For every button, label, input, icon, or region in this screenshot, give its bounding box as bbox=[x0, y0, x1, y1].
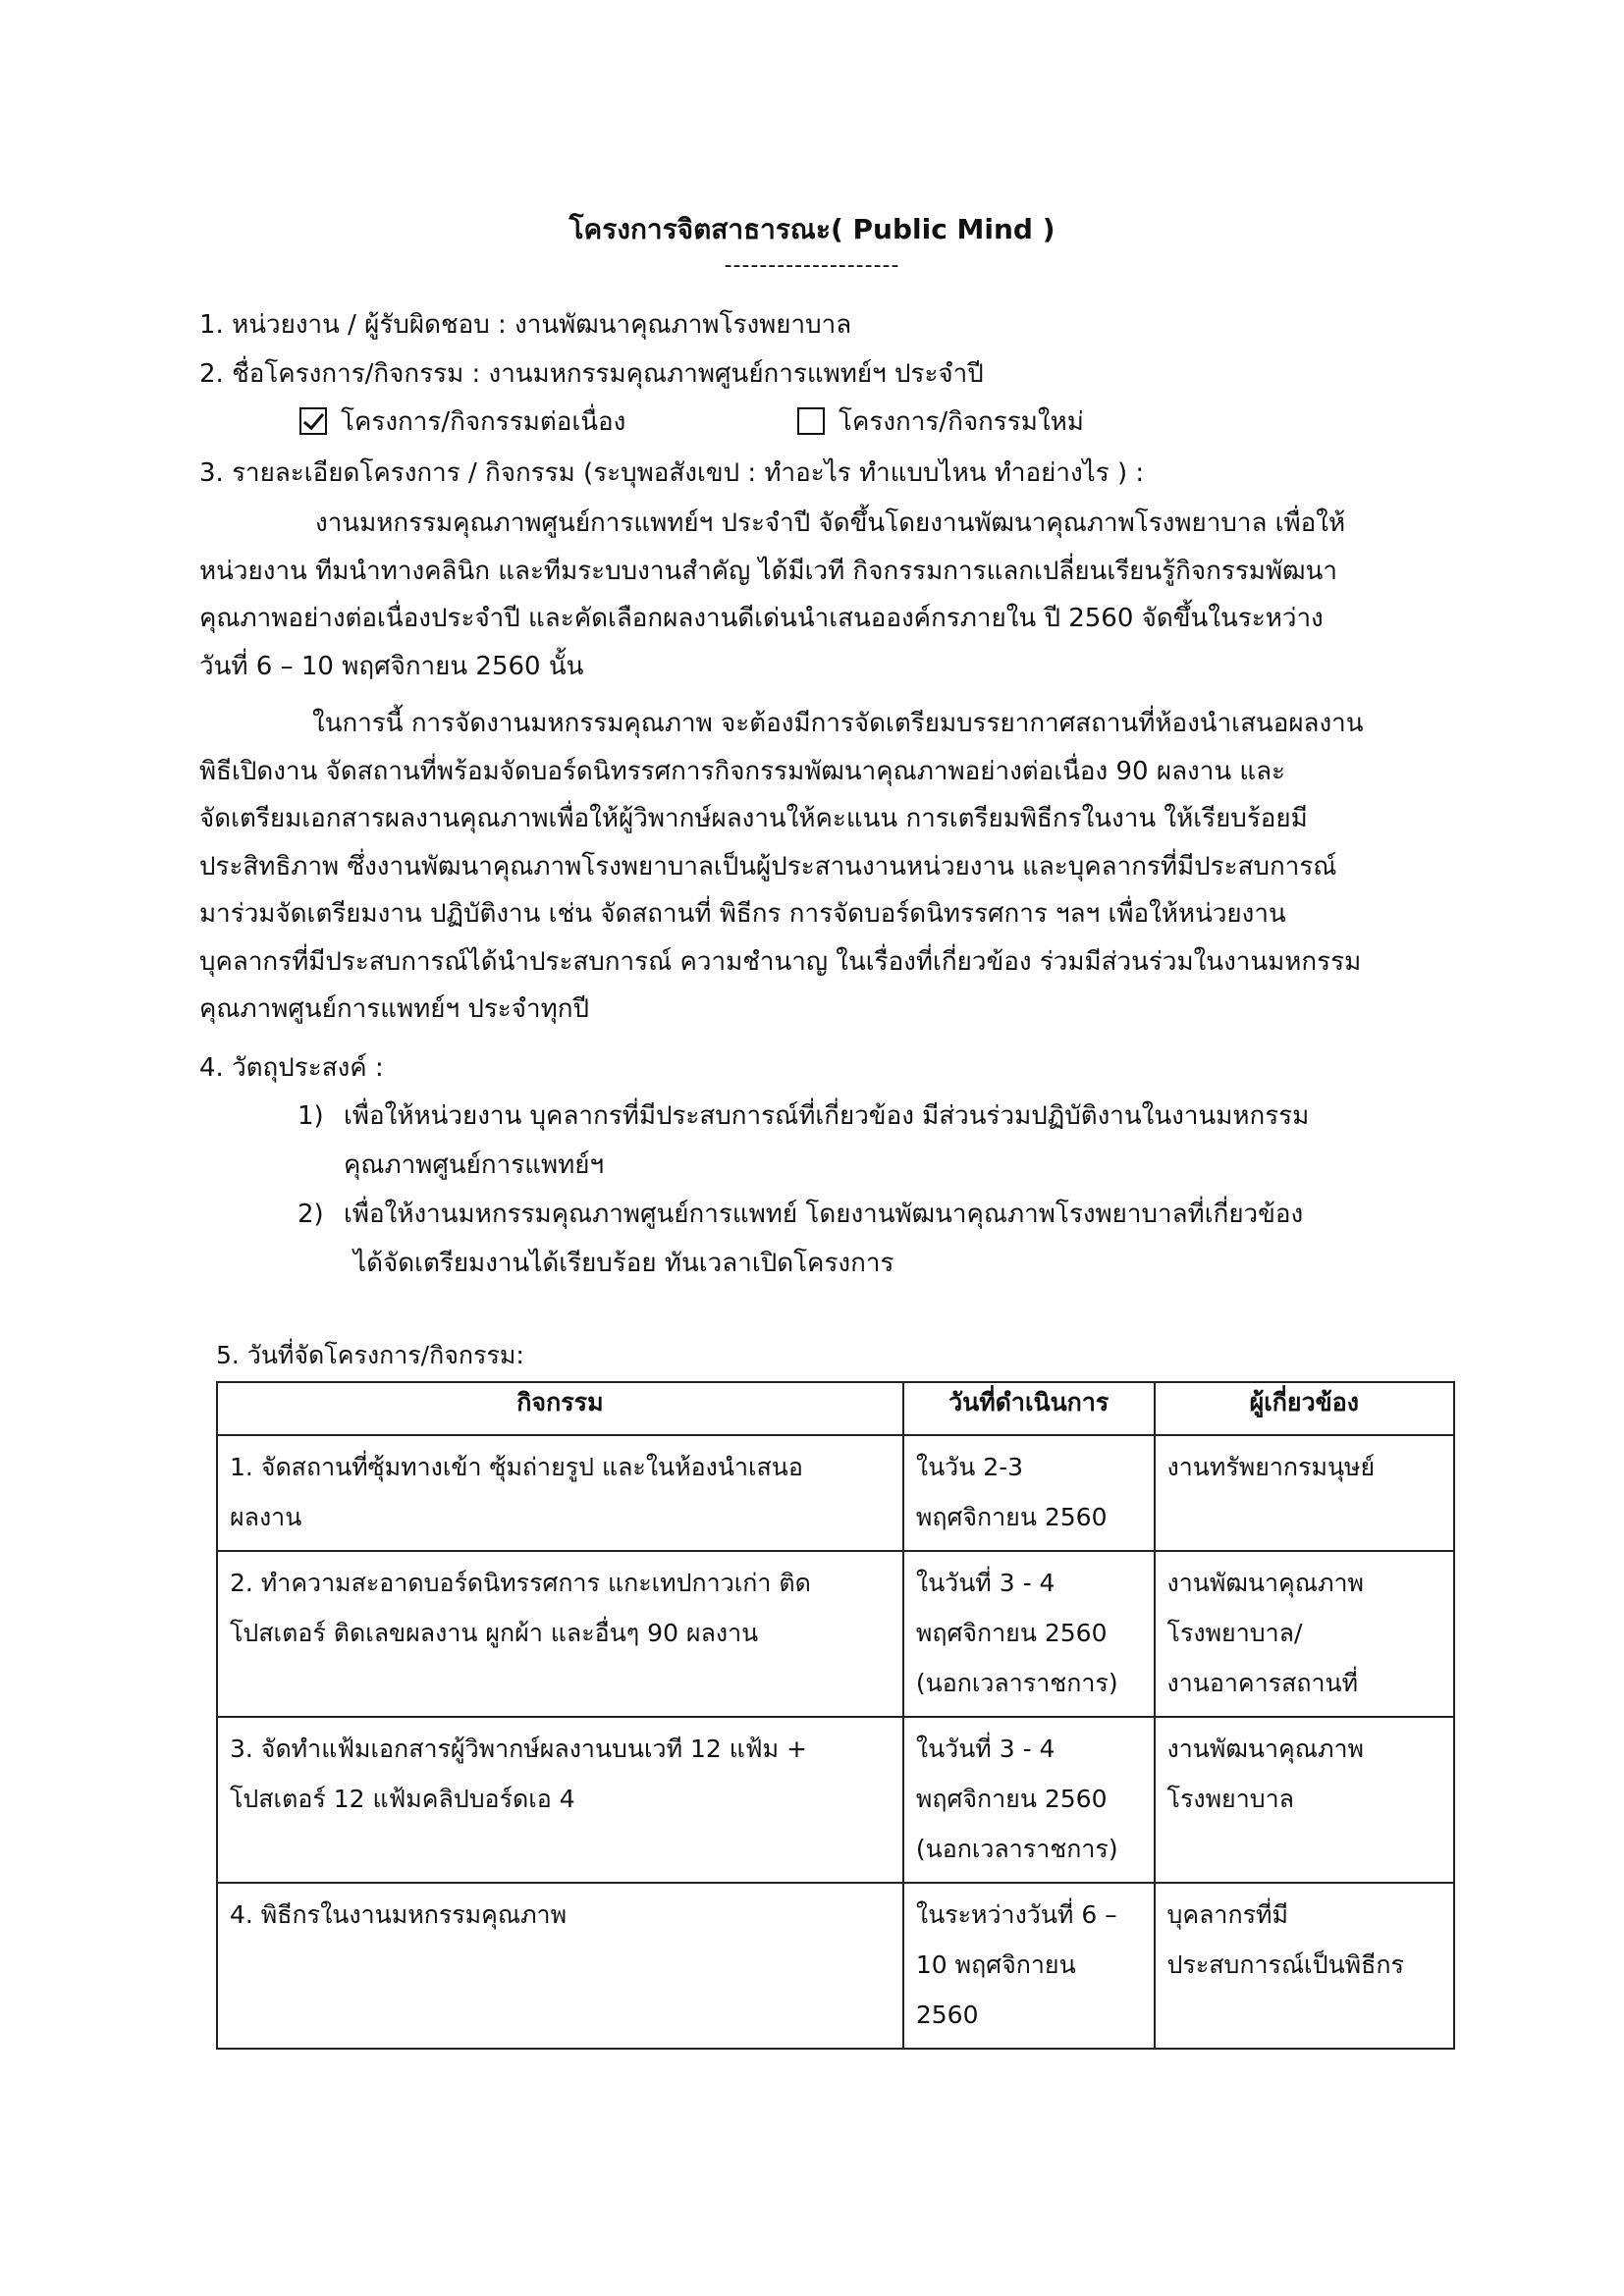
page-title: โครงการจิตสาธารณะ( Public Mind ) bbox=[568, 213, 1056, 245]
objective-1-number: 1) bbox=[298, 1101, 324, 1131]
paragraph-line: จัดเตรียมเอกสารผลงานคุณภาพเพื่อให้ผู้วิพากษ์ผลงานให้คะแนน การเตรียมพิธีกรในงาน ให้เรียบร้อยมี bbox=[199, 804, 1308, 833]
date-cell bbox=[903, 1883, 1155, 2049]
paragraph-line: คุณภาพศูนย์การแพทย์ฯ ประจำทุกปี bbox=[199, 994, 589, 1024]
table-header-row bbox=[217, 1382, 1454, 1435]
table-row bbox=[217, 1435, 1454, 1551]
cell-line: โปสเตอร์ ติดเลขผลงาน ผูกผ้า และอื่นๆ 90 ผลงาน bbox=[230, 1619, 759, 1647]
paragraph-line: มาร่วมจัดเตรียมงาน ปฏิบัติงาน เช่น จัดสถานที่ พิธีกร การจัดบอร์ดนิทรรศการ ฯลฯ เพื่อให้หน่วยงาน bbox=[199, 899, 1286, 929]
paragraph-line: หน่วยงาน ทีมนำทางคลินิก และทีมระบบงานสำคัญ ได้มีเวที กิจกรรมการแลกเปลี่ยนเรียนรู้กิจกรรมพัฒนา bbox=[199, 556, 1337, 586]
cell-line: ในวัน 2-3 bbox=[915, 1453, 1024, 1481]
people-cell bbox=[1155, 1717, 1454, 1883]
date-cell bbox=[903, 1717, 1155, 1883]
item-3-details-heading: 3. รายละเอียดโครงการ / กิจกรรม (ระบุพอสังเขป : ทำอะไร ทำแบบไหน ทำอย่างไร ) : bbox=[199, 458, 1145, 488]
checkbox-continuing-row bbox=[299, 405, 625, 439]
objective-1-line-2: คุณภาพศูนย์การแพทย์ฯ bbox=[344, 1150, 605, 1180]
checkbox-new-row bbox=[797, 405, 1084, 439]
cell-line: งานพัฒนาคุณภาพ bbox=[1166, 1735, 1364, 1763]
paragraph-line: คุณภาพอย่างต่อเนื่องประจำปี และคัดเลือกผลงานดีเด่นนำเสนอองค์กรภายใน ปี 2560 จัดขึ้นในระหว่าง bbox=[199, 604, 1324, 633]
column-header-activity: กิจกรรม bbox=[217, 1382, 903, 1435]
cell-line: โรงพยาบาล/ bbox=[1166, 1619, 1303, 1647]
paragraph-line: บุคลากรที่มีประสบการณ์ได้นำประสบการณ์ ความชำนาญ ในเรื่องที่เกี่ยวข้อง ร่วมมีส่วนร่วมในงานมหกรรม bbox=[199, 946, 1362, 977]
people-cell bbox=[1155, 1435, 1454, 1551]
cell-line: ประสบการณ์เป็นพิธีกร bbox=[1166, 1950, 1404, 1979]
column-header-people: ผู้เกี่ยวข้อง bbox=[1155, 1382, 1454, 1435]
cell-line: โรงพยาบาล bbox=[1166, 1785, 1294, 1813]
objective-2-line-2: ได้จัดเตรียมงานได้เรียบร้อย ทันเวลาเปิดโครงการ bbox=[353, 1249, 894, 1278]
activity-schedule-table bbox=[216, 1381, 1455, 2050]
cell-line: พฤศจิกายน 2560 bbox=[915, 1619, 1108, 1647]
cell-line: ในระหว่างวันที่ 6 – bbox=[915, 1900, 1117, 1929]
cell-line: 1. จัดสถานที่ซุ้มทางเข้า ซุ้มถ่ายรูป และในห้องนำเสนอ bbox=[230, 1453, 803, 1481]
objective-1-line-1: เพื่อให้หน่วยงาน บุคลากรที่มีประสบการณ์ที่เกี่ยวข้อง มีส่วนร่วมปฏิบัติงานในงานมหกรรม bbox=[344, 1101, 1310, 1131]
cell-line: (นอกเวลาราชการ) bbox=[915, 1669, 1118, 1697]
cell-line: (นอกเวลาราชการ) bbox=[915, 1835, 1118, 1863]
cell-line: 2560 bbox=[915, 2001, 979, 2029]
cell-line: ในวันที่ 3 - 4 bbox=[915, 1735, 1056, 1763]
date-cell bbox=[903, 1435, 1155, 1551]
table-row bbox=[217, 1551, 1454, 1717]
objective-2-line-1: เพื่อให้งานมหกรรมคุณภาพศูนย์การแพทย์ โดยงานพัฒนาคุณภาพโรงพยาบาลที่เกี่ยวข้อง bbox=[344, 1200, 1304, 1229]
activity-cell bbox=[217, 1883, 903, 2049]
cell-line: 10 พฤศจิกายน bbox=[915, 1950, 1076, 1979]
paragraph-line: งานมหกรรมคุณภาพศูนย์การแพทย์ฯ ประจำปี จัดขึ้นโดยงานพัฒนาคุณภาพโรงพยาบาล เพื่อให้ bbox=[315, 508, 1346, 538]
cell-line: 2. ทำความสะอาดบอร์ดนิทรรศการ แกะเทปกาวเก่า ติด bbox=[230, 1569, 811, 1597]
paragraph-1 bbox=[199, 500, 1345, 690]
checkbox-new[interactable] bbox=[797, 407, 825, 435]
item-5-schedule-heading: 5. วันที่จัดโครงการ/กิจกรรม: bbox=[216, 1341, 524, 1369]
activity-cell bbox=[217, 1435, 903, 1551]
cell-line: พฤศจิกายน 2560 bbox=[915, 1785, 1108, 1813]
cell-line: 3. จัดทำแฟ้มเอกสารผู้วิพากษ์ผลงานบนเวที 12 แฟ้ม + bbox=[230, 1735, 807, 1763]
checkbox-continuing-label: โครงการ/กิจกรรมต่อเนื่อง bbox=[341, 407, 626, 437]
cell-line: งานทรัพยากรมนุษย์ bbox=[1166, 1453, 1376, 1481]
table-row bbox=[217, 1717, 1454, 1883]
activity-cell bbox=[217, 1717, 903, 1883]
cell-line: ในวันที่ 3 - 4 bbox=[915, 1569, 1056, 1597]
people-cell bbox=[1155, 1883, 1454, 2049]
item-4-objectives-heading: 4. วัตถุประสงค์ : bbox=[199, 1053, 384, 1083]
checkbox-continuing[interactable] bbox=[299, 407, 327, 435]
activity-cell bbox=[217, 1551, 903, 1717]
item-1-responsible-unit: 1. หน่วยงาน / ผู้รับผิดชอบ : งานพัฒนาคุณภาพโรงพยาบาล bbox=[199, 310, 852, 340]
item-2-project-name: 2. ชื่อโครงการ/กิจกรรม : งานมหกรรมคุณภาพศูนย์การแพทย์ฯ ประจำปี bbox=[199, 359, 984, 389]
checkbox-new-label: โครงการ/กิจกรรมใหม่ bbox=[839, 407, 1084, 437]
paragraph-line: พิธีเปิดงาน จัดสถานที่พร้อมจัดบอร์ดนิทรรศการกิจกรรมพัฒนาคุณภาพอย่างต่อเนื่อง 90 ผลงาน และ bbox=[199, 756, 1286, 786]
cell-line: บุคลากรที่มี bbox=[1166, 1900, 1288, 1929]
cell-line: โปสเตอร์ 12 แฟ้มคลิปบอร์ดเอ 4 bbox=[230, 1785, 575, 1813]
cell-line: งานอาคารสถานที่ bbox=[1166, 1669, 1359, 1697]
cell-line: ผลงาน bbox=[230, 1503, 302, 1531]
paragraph-line: ในการนี้ การจัดงานมหกรรมคุณภาพ จะต้องมีการจัดเตรียมบรรยากาศสถานที่ห้องนำเสนอผลงาน bbox=[312, 709, 1364, 738]
cell-line: พฤศจิกายน 2560 bbox=[915, 1503, 1108, 1531]
table-row bbox=[217, 1883, 1454, 2049]
objective-2-number: 2) bbox=[298, 1200, 324, 1229]
paragraph-line: ประสิทธิภาพ ซึ่งงานพัฒนาคุณภาพโรงพยาบาลเป็นผู้ประสานงานหน่วยงาน และบุคลากรที่มีประสบการณ์ bbox=[199, 851, 1337, 881]
title-separator: -------------------- bbox=[724, 253, 900, 278]
cell-line: 4. พิธีกรในงานมหกรรมคุณภาพ bbox=[230, 1900, 568, 1929]
cell-line: งานพัฒนาคุณภาพ bbox=[1166, 1569, 1364, 1597]
paragraph-2 bbox=[199, 700, 1364, 1034]
date-cell bbox=[903, 1551, 1155, 1717]
people-cell bbox=[1155, 1551, 1454, 1717]
paragraph-line: วันที่ 6 – 10 พฤศจิกายน 2560 นั้น bbox=[199, 651, 584, 681]
column-header-date: วันที่ดำเนินการ bbox=[903, 1382, 1155, 1435]
